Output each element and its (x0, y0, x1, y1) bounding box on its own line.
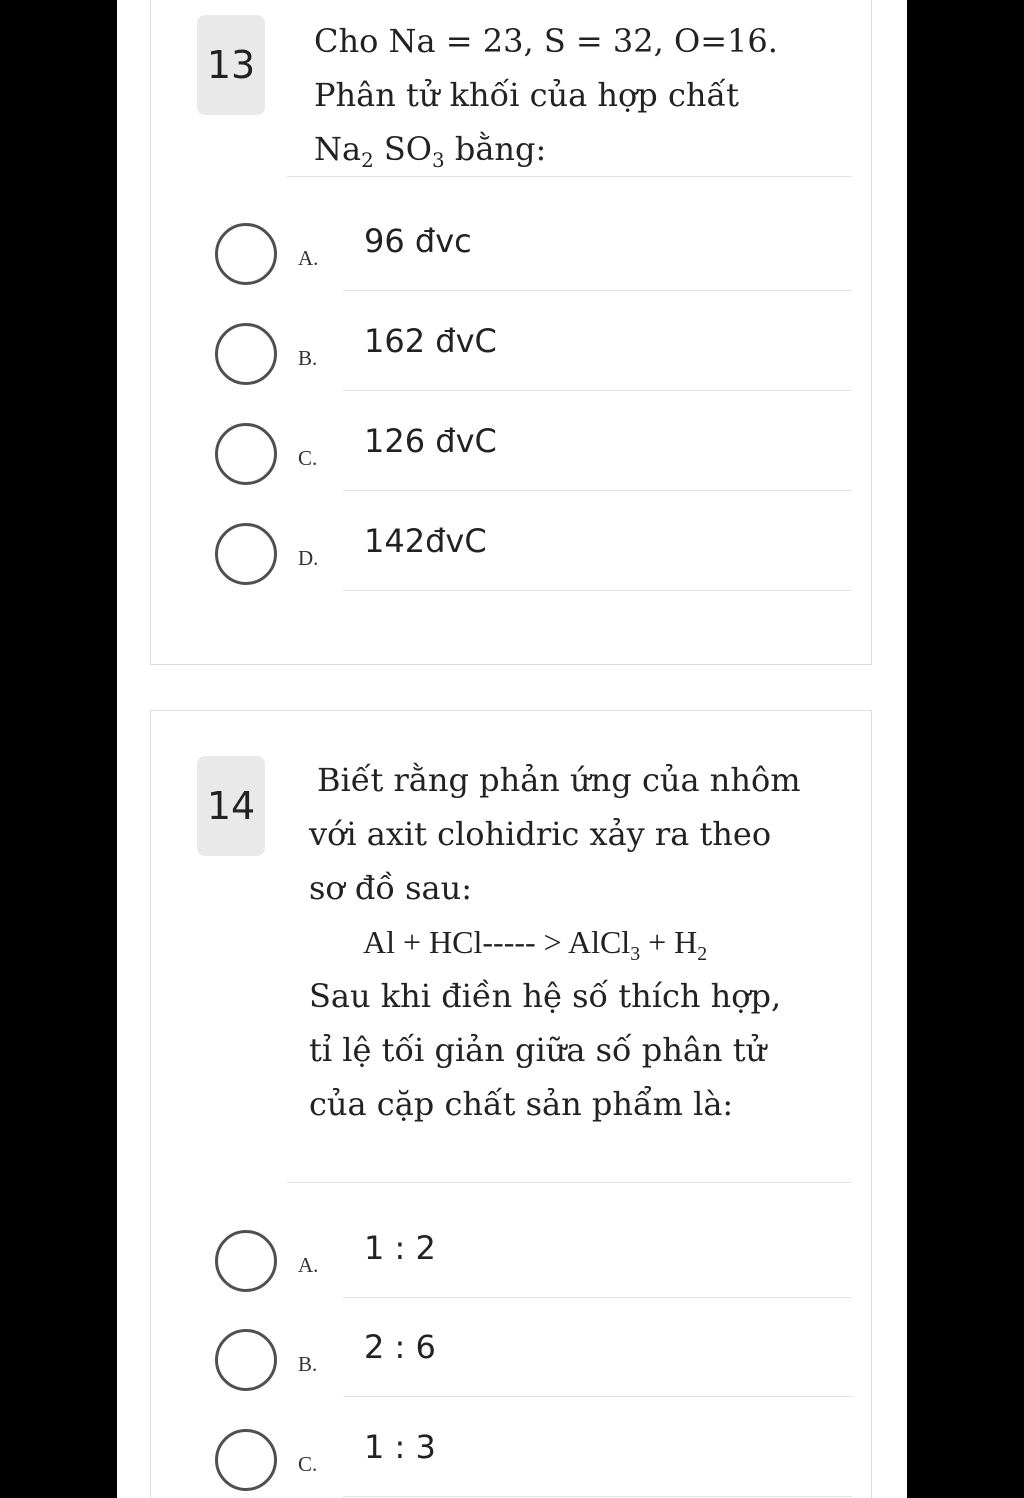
radio-button[interactable] (215, 323, 277, 385)
formula-so-sub: 3 (432, 148, 445, 172)
quiz-page (117, 0, 907, 1498)
chemical-equation (309, 915, 849, 969)
question-text-line: của cặp chất sản phẩm là: (309, 1085, 734, 1123)
question-text (309, 753, 849, 1131)
option-text: 126 đvC (364, 422, 497, 460)
option-letter: D. (298, 546, 319, 570)
radio-button[interactable] (215, 1230, 277, 1292)
question-text-line: Biết rằng phản ứng của nhôm (317, 761, 801, 799)
formula-na: Na (314, 130, 362, 168)
divider (343, 590, 852, 591)
option-text: 1 : 3 (364, 1428, 436, 1466)
question-text-line: Sau khi điền hệ số thích hợp, (309, 977, 782, 1015)
option-letter: B. (298, 346, 318, 370)
option-a[interactable] (151, 1223, 873, 1323)
question-text-line: tỉ lệ tối giản giữa số phân tử (309, 1031, 767, 1069)
option-letter: B. (298, 1352, 318, 1376)
equation-sub: 3 (630, 942, 641, 965)
option-text: 1 : 2 (364, 1229, 436, 1267)
question-card-14 (150, 710, 872, 1498)
divider (343, 1396, 852, 1397)
option-b[interactable] (151, 316, 873, 416)
question-text-line: Phân tử khối của hợp chất (314, 76, 739, 114)
question-card-13 (150, 0, 872, 665)
radio-button[interactable] (215, 523, 277, 585)
question-text (314, 14, 854, 176)
radio-button[interactable] (215, 223, 277, 285)
option-c[interactable] (151, 416, 873, 516)
equation-sub: 2 (697, 942, 708, 965)
option-d[interactable] (151, 516, 873, 616)
radio-button[interactable] (215, 1329, 277, 1391)
option-letter: A. (298, 1253, 319, 1277)
radio-button[interactable] (215, 1429, 277, 1491)
question-text-line: sơ đồ sau: (309, 869, 472, 907)
divider (343, 290, 852, 291)
question-number: 14 (197, 756, 265, 856)
equation-mid: + H (640, 924, 698, 960)
equation-left: Al + HCl----- > AlCl (363, 924, 631, 960)
option-letter: C. (298, 1452, 318, 1476)
divider (287, 1182, 852, 1183)
question-number: 13 (197, 15, 265, 115)
formula-so: SO (383, 130, 433, 168)
option-a[interactable] (151, 216, 873, 316)
question-text-line: với axit clohidric xảy ra theo (309, 815, 772, 853)
option-text: 2 : 6 (364, 1328, 436, 1366)
option-c[interactable] (151, 1422, 873, 1498)
formula-na-sub: 2 (361, 148, 374, 172)
option-letter: A. (298, 246, 319, 270)
divider (343, 490, 852, 491)
divider (343, 1297, 852, 1298)
option-text: 162 đvC (364, 322, 497, 360)
divider (343, 390, 852, 391)
option-text: 142đvC (364, 522, 487, 560)
divider (287, 176, 852, 177)
option-b[interactable] (151, 1322, 873, 1422)
formula-suffix: bằng: (454, 130, 547, 168)
question-formula (314, 122, 854, 176)
question-text-line: Cho Na = 23, S = 32, O=16. (314, 22, 778, 60)
radio-button[interactable] (215, 423, 277, 485)
option-text: 96 đvc (364, 222, 472, 260)
divider (343, 1496, 852, 1497)
option-letter: C. (298, 446, 318, 470)
